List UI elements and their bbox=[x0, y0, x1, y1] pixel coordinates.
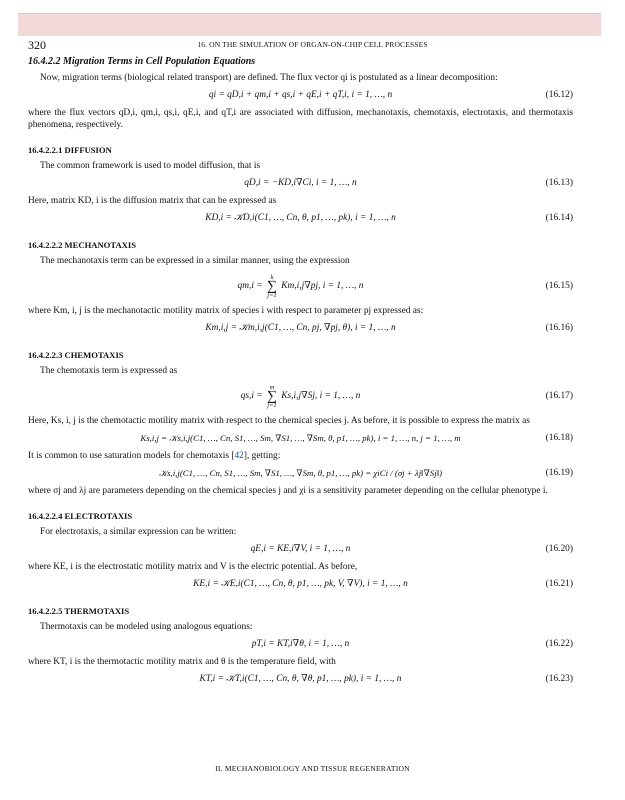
subsection-heading-electrotaxis: 16.4.2.2.4 ELECTROTAXIS bbox=[28, 511, 133, 521]
equation-number: (16.22) bbox=[545, 639, 573, 649]
paragraph: where KT, i is the thermotactic motility matrix and θ is the temperature field, with bbox=[28, 657, 336, 667]
equation-lhs: qs,i = bbox=[240, 391, 263, 401]
equation-number: (16.12) bbox=[545, 90, 573, 100]
equation-number: (16.18) bbox=[545, 433, 573, 443]
equation-lhs: qm,i = bbox=[237, 281, 263, 291]
equation-number: (16.20) bbox=[545, 544, 573, 554]
sum-upper-limit: k bbox=[270, 274, 274, 281]
paragraph: where σj and λj are parameters depending on the chemical species j and χi is a sensitivity parameter depending on the cellular phenotype i. bbox=[28, 486, 548, 496]
running-title: 16. ON THE SIMULATION OF ORGAN-ON-CHIP CELL PROCESSES bbox=[197, 40, 428, 49]
paragraph: Here, Ks, i, j is the chemotactic motility matrix with respect to the chemical species j. As before, it is possible to express the matrix as bbox=[28, 416, 530, 426]
paragraph: The mechanotaxis term can be expressed in a similar manner, using the expression bbox=[40, 256, 350, 266]
equation-expression: qD,i = −KD,i∇Ci, i = 1, …, n bbox=[244, 178, 357, 188]
equation-expression: KT,i = 𝒦T,i(C1, …, Cn, θ, ∇θ, p1, …, pk), i = 1, …, n bbox=[199, 674, 402, 684]
equation-16-12 bbox=[28, 88, 573, 103]
equation-expression: pT,i = KT,i∇θ, i = 1, …, n bbox=[251, 639, 350, 649]
section-intro: Now, migration terms (biological related transport) are defined. The flux vector qi is postulated as a linear decomposition: bbox=[40, 73, 498, 83]
equation-number: (16.13) bbox=[545, 178, 573, 188]
equation-number: (16.15) bbox=[545, 281, 573, 291]
paragraph: The chemotaxis term is expressed as bbox=[40, 366, 178, 376]
equation-16-20 bbox=[28, 542, 573, 557]
paragraph: where KE, i is the electrostatic motility matrix and V is the electric potential. As before, bbox=[28, 562, 358, 572]
page-footer: II. MECHANOBIOLOGY AND TISSUE REGENERATION bbox=[215, 764, 410, 773]
equation-16-21 bbox=[28, 577, 573, 592]
equation-expression: KE,i = 𝒦E,i(C1, …, Cn, θ, p1, …, pk, V, ∇V), i = 1, …, n bbox=[193, 579, 408, 589]
citation-link[interactable]: 42 bbox=[234, 451, 244, 461]
equation-rhs: Km,i,j∇pj, i = 1, …, n bbox=[281, 281, 364, 291]
paragraph: where Km, i, j is the mechanotactic motility matrix of species i with respect to parameter pj expressed as: bbox=[28, 306, 424, 316]
equation-expression: Km,i,j = 𝒦m,i,j(C1, …, Cn, pj, ∇pj, θ), i = 1, …, n bbox=[205, 323, 396, 333]
equation-expression bbox=[28, 274, 573, 299]
equation-expression bbox=[28, 384, 573, 409]
equation-number: (16.17) bbox=[545, 391, 573, 401]
equation-16-16 bbox=[28, 321, 573, 336]
equation-expression: 𝒦s,i,j(C1, …, Cn, S1, …, Sm, ∇S1, …, ∇Sm, θ, p1, …, pk) = χiCi / (σj + λj‖∇Sj‖) bbox=[158, 468, 443, 478]
equation-expression: Ks,i,j = 𝒦s,i,j(C1, …, Cn, S1, …, Sm, ∇S1, …, ∇Sm, θ, p1, …, pk), i = 1, …, n, j = 1, …, m bbox=[140, 433, 461, 443]
paragraph: Thermotaxis can be modeled using analogous equations: bbox=[40, 622, 253, 632]
paragraph-text: ], getting: bbox=[243, 451, 281, 461]
paragraph bbox=[28, 450, 573, 462]
paragraph: where the flux vectors qD,i, qm,i, qs,i, qE,i, and qT,i are associated with diffusion, mechanotaxis, chemotaxis, electrotaxis, and thermotaxis phenomena, respectively. bbox=[28, 108, 573, 130]
equation-number: (16.21) bbox=[545, 579, 573, 589]
equation-16-22 bbox=[28, 637, 573, 652]
subsection-heading-mechanotaxis: 16.4.2.2.2 MECHANOTAXIS bbox=[28, 240, 136, 250]
equation-16-18 bbox=[28, 431, 573, 446]
summation-symbol: ∑ m j=1 bbox=[265, 391, 279, 403]
equation-16-17 bbox=[28, 381, 573, 411]
equation-expression: qi = qD,i + qm,i + qs,i + qE,i + qT,i, i = 1, …, n bbox=[208, 90, 393, 100]
header-bar bbox=[18, 13, 601, 36]
sum-lower-limit: j=1 bbox=[267, 292, 277, 299]
paragraph: Here, matrix KD, i is the diffusion matrix that can be expressed as bbox=[28, 196, 277, 206]
equation-16-19 bbox=[28, 466, 573, 481]
equation-number: (16.23) bbox=[545, 674, 573, 684]
page-number: 320 bbox=[28, 38, 46, 52]
summation-symbol: ∑ k j=1 bbox=[265, 281, 279, 293]
subsection-heading-chemotaxis: 16.4.2.2.3 CHEMOTAXIS bbox=[28, 350, 124, 360]
sum-upper-limit: m bbox=[269, 384, 275, 391]
equation-expression: KD,i = 𝒦D,i(C1, …, Cn, θ, p1, …, pk), i = 1, …, n bbox=[205, 213, 396, 223]
equation-16-23 bbox=[28, 672, 573, 687]
content bbox=[28, 56, 573, 691]
subsection-heading-diffusion: 16.4.2.2.1 DIFFUSION bbox=[28, 145, 112, 155]
equation-expression: qE,i = KE,i∇V, i = 1, …, n bbox=[250, 544, 351, 554]
equation-number: (16.16) bbox=[545, 323, 573, 333]
paragraph: For electrotaxis, a similar expression can be written: bbox=[40, 527, 237, 537]
equation-number: (16.14) bbox=[545, 213, 573, 223]
equation-16-13 bbox=[28, 176, 573, 191]
equation-16-15 bbox=[28, 271, 573, 301]
equation-number: (16.19) bbox=[545, 468, 573, 478]
equation-16-14 bbox=[28, 211, 573, 226]
sum-lower-limit: j=1 bbox=[267, 402, 277, 409]
section-title: 16.4.2.2 Migration Terms in Cell Population Equations bbox=[28, 56, 256, 67]
paragraph: The common framework is used to model diffusion, that is bbox=[40, 161, 261, 171]
equation-rhs: Ks,i,j∇Sj, i = 1, …, n bbox=[281, 391, 361, 401]
paragraph-text: It is common to use saturation models for chemotaxis [ bbox=[28, 451, 235, 461]
subsection-heading-thermotaxis: 16.4.2.2.5 THERMOTAXIS bbox=[28, 606, 130, 616]
